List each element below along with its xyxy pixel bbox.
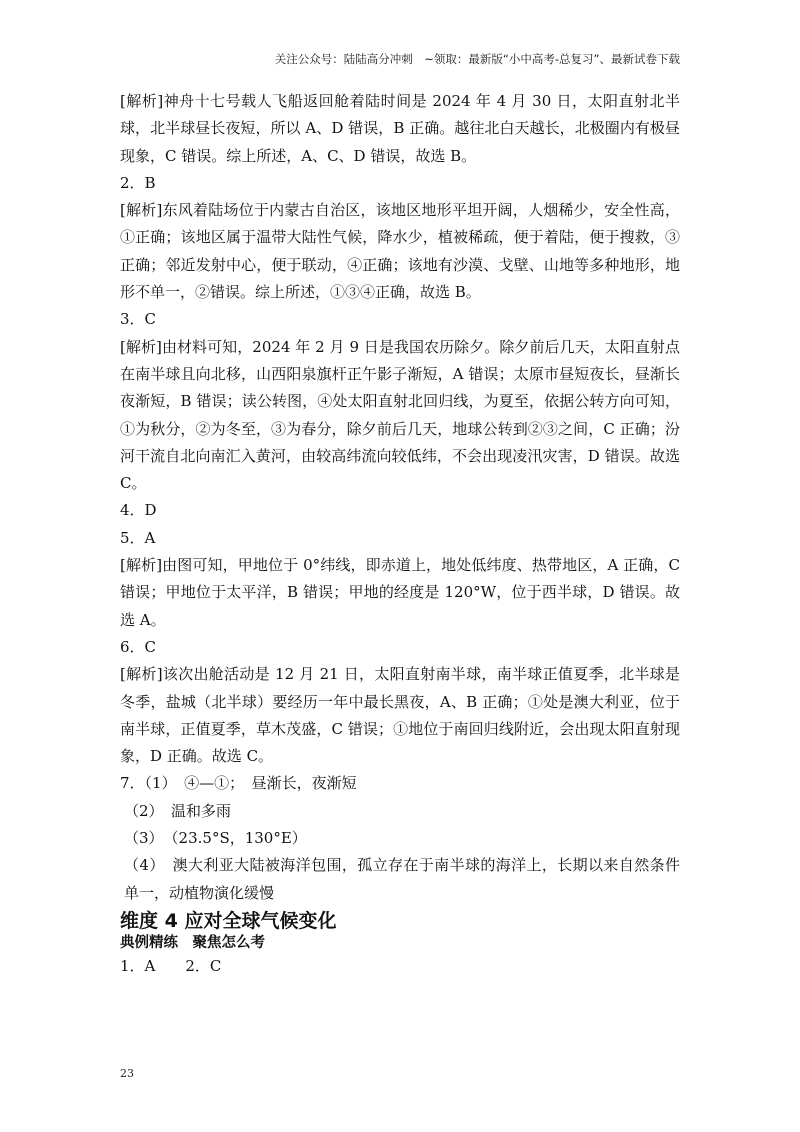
q4-answer: 4．D	[120, 501, 157, 520]
final-answers: 1．A 2．C	[120, 956, 222, 975]
q7-part2: （2） 温和多雨	[124, 801, 232, 820]
q3-explanation: [解析]由材料可知，2024 年 2 月 9 日是我国农历除夕。除夕前后几天，太阳直射点在南半球且向北移，山西阳泉旗杆正午影子渐短，A 错误；太原市昼短夜长，昼渐长夜渐短，B 错误；读公转图，④处太阳直射北回归线，为夏至，依据公转方向可知，①为秋分，②为冬至，③为春分，除夕前后几天，地球公转到②③之间，C 正确；汾河干流自北向南汇入黄河，由较高纬流向较低纬，不会出现凌汛灾害，D 错误。故选 C。	[120, 337, 680, 493]
q2-explanation: [解析]东风着陆场位于内蒙古自治区，该地区地形平坦开阔，人烟稀少，安全性高，①正确；该地区属于温带大陆性气候，降水少，植被稀疏，便于着陆，便于搜救，③正确；邻近发射中心，便于联动，④正确；该地有沙漠、戈壁、山地等多种地形，地形不单一，②错误。综上所述，①③④正确，故选 B。	[120, 201, 680, 302]
q1-explanation: [解析]神舟十七号载人飞船返回舱着陆时间是 2024 年 4 月 30 日，太阳直射北半球，北半球昼长夜短，所以 A、D 错误，B 正确。越往北白天越长，北极圈内有极昼现象，C 错误。综上所述，A、C、D 错误，故选 B。	[120, 92, 680, 165]
section-title: 维度 4 应对全球气候变化	[120, 909, 337, 932]
page-number: 23	[120, 1067, 134, 1080]
q6-explanation: [解析]该次出舱活动是 12 月 21 日，太阳直射南半球，南半球正值夏季，北半球是冬季，盐城（北半球）要经历一年中最长黑夜，A、B 正确；①处是澳大利亚，位于南半球，正值夏季，草木茂盛，C 错误；①地位于南回归线附近，会出现太阳直射现象，D 正确。故选 C。	[120, 665, 680, 766]
q6-answer: 6．C	[120, 637, 157, 656]
page-header: 关注公众号：陆陆高分冲刺 ~领取：最新版“小中高考-总复习”、最新试卷下载	[274, 52, 680, 66]
q5-explanation: [解析]由图可知，甲地位于 0°纬线，即赤道上，地处低纬度、热带地区，A 正确，C 错误；甲地位于太平洋，B 错误；甲地的经度是 120°W，位于西半球，D 错误。故选 A。	[120, 556, 680, 629]
page-content	[120, 88, 680, 980]
q7-part4: （4） 澳大利亚大陆被海洋包围，孤立存在于南半球的海洋上，长期以来自然条件单一，动植物演化缓慢	[124, 856, 680, 902]
q7-part1: 7．（1） ④—①； 昼渐长，夜渐短	[120, 774, 357, 793]
q3-answer: 3．C	[120, 310, 157, 329]
subsection-title: 典例精练 聚焦怎么考	[120, 934, 265, 951]
q2-answer: 2．B	[120, 173, 156, 192]
q5-answer: 5．A	[120, 528, 156, 547]
q7-part3: （3） （23.5°S，130°E）	[124, 829, 307, 848]
